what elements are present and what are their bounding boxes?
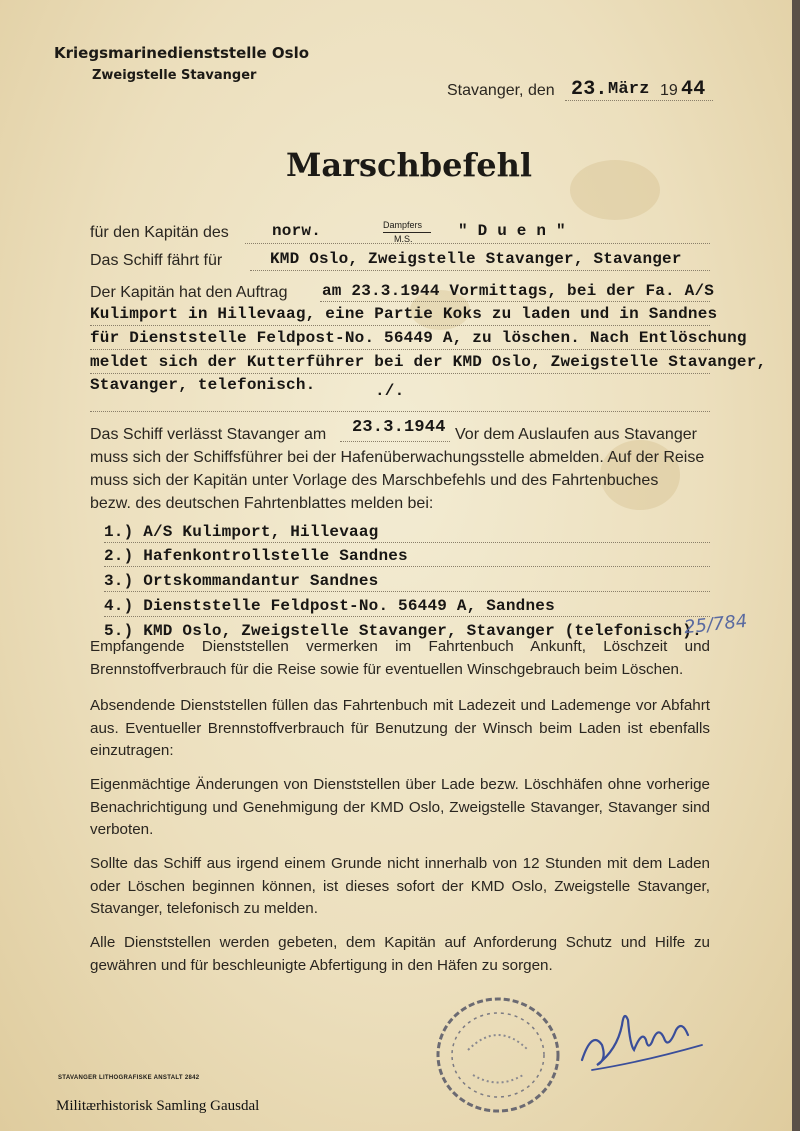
- order-prefix: Der Kapitän hat den Auftrag: [90, 284, 288, 301]
- captain-line-dots: [245, 243, 710, 244]
- date-year-prefix: 19: [660, 82, 678, 99]
- date-line: [565, 100, 713, 101]
- order-dots: [90, 325, 710, 326]
- ship-type-bottom: M.S.: [394, 234, 413, 244]
- paragraph-receiving: Empfangende Dienststellen vermerken im Fahrtenbuch Ankunft, Löschzeit und Brennstoffverbrauch für die Reise sowie für eventuellen Winschgebrauch beim Löschen.: [90, 638, 710, 678]
- order-line2: Kulimport in Hillevaag, eine Partie Koks zu laden und in Sandnes: [90, 305, 718, 323]
- operator-value: KMD Oslo, Zweigstelle Stavanger, Stavanger: [270, 250, 682, 268]
- signature: [572, 990, 712, 1080]
- departure-prefix: Das Schiff verlässt Stavanger am: [90, 426, 327, 443]
- ship-type-top: Dampfers: [383, 220, 423, 230]
- order-line5-end: ./.: [375, 382, 405, 400]
- ship-flag: norw.: [272, 222, 322, 240]
- departure-rest: Vor dem Auslaufen aus Stavanger: [455, 426, 697, 443]
- station-dots: [104, 616, 710, 617]
- ship-name: " D u e n ": [458, 222, 566, 240]
- station-item: 2.) Hafenkontrollstelle Sandnes: [104, 547, 408, 565]
- order-dots: [90, 411, 710, 412]
- paragraph-delay: Sollte das Schiff aus irgend einem Grunde nicht innerhalb von 12 Stunden mit dem Laden oder Löschen beginnen können, ist dieses sofort der KMD Oslo, Zweigstelle Stavanger, Stavanger, telefonisch zu melden.: [90, 855, 710, 917]
- station-item: 5.) KMD Oslo, Zweigstelle Stavanger, Stavanger (telefonisch).: [104, 622, 702, 640]
- station-dots: [104, 566, 710, 567]
- order-line3: für Dienststelle Feldpost-No. 56449 A, zu löschen. Nach Entlöschung: [90, 329, 747, 347]
- station-item: 3.) Ortskommandantur Sandnes: [104, 572, 379, 590]
- place-date-prefix: Stavanger, den: [447, 82, 555, 99]
- operator-prefix: Das Schiff fährt für: [90, 252, 223, 269]
- captain-prefix: für den Kapitän des: [90, 224, 229, 241]
- order-dots: [90, 373, 710, 374]
- order-dots: [90, 349, 710, 350]
- branch-name: Zweigstelle Stavanger: [92, 68, 257, 83]
- station-dots: [104, 591, 710, 592]
- paragraph-changes: Eigenmächtige Änderungen von Dienststellen über Lade bezw. Löschhäfen ohne vorherige Benachrichtigung und Genehmigung der KMD Oslo, Zweigstelle Stavanger, Stavanger sind verboten.: [90, 776, 710, 838]
- date-month: März: [608, 80, 650, 99]
- departure-line4: bezw. des deutschen Fahrtenblattes melden bei:: [90, 495, 434, 512]
- ship-type-divider: [383, 232, 431, 233]
- office-name: Kriegsmarinedienststelle Oslo: [54, 44, 310, 62]
- stain: [570, 160, 660, 220]
- order-line5: Stavanger, telefonisch.: [90, 376, 316, 394]
- date-day: 23.: [571, 78, 608, 101]
- printer-mark: STAVANGER LITHOGRAFISKE ANSTALT 2842: [58, 1075, 200, 1081]
- station-dots: [104, 542, 710, 543]
- station-item: 1.) A/S Kulimport, Hillevaag: [104, 523, 379, 541]
- departure-date-line: [340, 441, 450, 442]
- handwritten-note: 25/784: [683, 610, 749, 639]
- station-item: 4.) Dienststelle Feldpost-No. 56449 A, Sandnes: [104, 597, 555, 615]
- page-title: Marschbefehl: [286, 146, 533, 184]
- collection-credit: Militærhistorisk Samling Gausdal: [56, 1098, 260, 1114]
- operator-line-dots: [250, 270, 710, 271]
- departure-date: 23.3.1944: [352, 418, 446, 437]
- order-dots: [320, 301, 710, 302]
- order-line4: meldet sich der Kutterführer bei der KMD Oslo, Zweigstelle Stavanger,: [90, 353, 767, 371]
- order-line1: am 23.3.1944 Vormittags, bei der Fa. A/S: [322, 282, 715, 300]
- official-stamp: [428, 990, 568, 1120]
- departure-line2: muss sich der Schiffsführer bei der Hafenüberwachungsstelle abmelden. Auf der Reise: [90, 449, 705, 466]
- paragraph-assistance: Alle Dienststellen werden gebeten, dem Kapitän auf Anforderung Schutz und Hilfe zu gewähren und für beschleunigte Abfertigung in den Häfen zu sorgen.: [90, 934, 710, 974]
- date-year: 44: [681, 78, 706, 101]
- departure-line3: muss sich der Kapitän unter Vorlage des Marschbefehls und des Fahrtenbuches: [90, 472, 659, 489]
- paragraph-sending: Absendende Dienststellen füllen das Fahrtenbuch mit Ladezeit und Lademenge vor Abfahrt aus. Eventueller Brennstoffverbrauch für Benutzung der Winsch beim Laden ist ebenfalls einzutragen:: [90, 697, 710, 759]
